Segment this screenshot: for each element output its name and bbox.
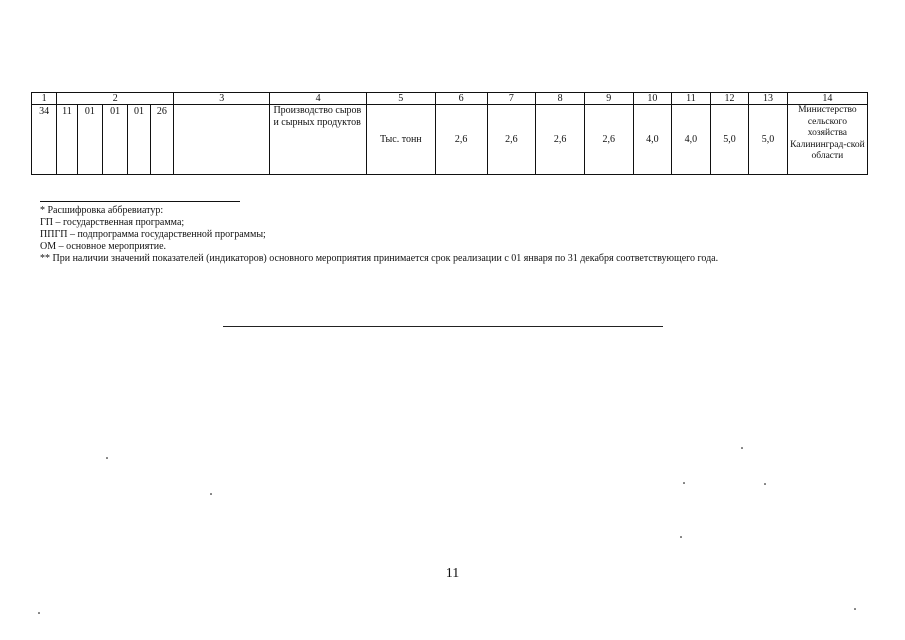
value-cell: 2,6 xyxy=(536,105,585,175)
scan-speck xyxy=(38,612,40,614)
header-cell: 3 xyxy=(174,93,270,105)
code-cell: 01 xyxy=(77,105,102,175)
header-cell: 2 xyxy=(57,93,174,105)
header-cell: 7 xyxy=(487,93,536,105)
unit-cell: Тыс. тонн xyxy=(366,105,435,175)
footnote-line: ГП – государственная программа; xyxy=(40,217,185,228)
footnote-line: ППГП – подпрограмма государственной программы; xyxy=(40,229,266,240)
value-cell: 4,0 xyxy=(672,105,711,175)
footnote-divider xyxy=(40,201,240,202)
header-cell: 9 xyxy=(584,93,633,105)
header-cell: 5 xyxy=(366,93,435,105)
value-cell: 2,6 xyxy=(584,105,633,175)
code-cell: 01 xyxy=(128,105,150,175)
header-cell: 8 xyxy=(536,93,585,105)
code-cell: 01 xyxy=(103,105,128,175)
code-cell: 26 xyxy=(150,105,173,175)
scan-speck xyxy=(210,493,212,495)
scan-speck xyxy=(764,483,766,485)
scan-speck xyxy=(106,457,108,459)
responsible-cell: Министерство сельского хозяйства Калининград-ской области xyxy=(787,105,867,175)
footnotes xyxy=(40,205,880,265)
header-cell: 12 xyxy=(710,93,749,105)
table-row xyxy=(32,105,868,175)
indicator-name-cell: Производство сыров и сырных продуктов xyxy=(270,105,366,175)
value-cell: 2,6 xyxy=(487,105,536,175)
scan-speck xyxy=(741,447,743,449)
code-cell: 34 xyxy=(32,105,57,175)
header-cell: 6 xyxy=(435,93,487,105)
header-cell: 11 xyxy=(672,93,711,105)
page-number: 11 xyxy=(445,566,460,581)
value-cell: 4,0 xyxy=(633,105,672,175)
footnote-line: ** При наличии значений показателей (индикаторов) основного мероприятия принимается срок реализации с 01 января по 31 декабря соответствующего года. xyxy=(40,253,719,264)
indicators-table xyxy=(31,92,868,175)
value-cell: 5,0 xyxy=(749,105,788,175)
header-cell: 14 xyxy=(787,93,867,105)
end-of-document-line xyxy=(223,326,663,327)
scan-speck xyxy=(680,536,682,538)
footnote-line: * Расшифровка аббревиатур: xyxy=(40,205,164,216)
value-cell: 5,0 xyxy=(710,105,749,175)
col3-cell xyxy=(174,105,270,175)
scan-speck xyxy=(683,482,685,484)
header-cell: 10 xyxy=(633,93,672,105)
code-cell: 11 xyxy=(57,105,77,175)
header-cell: 13 xyxy=(749,93,788,105)
table-header-row xyxy=(32,93,868,105)
footnote-line: ОМ – основное мероприятие. xyxy=(40,241,167,252)
value-cell: 2,6 xyxy=(435,105,487,175)
header-cell: 4 xyxy=(270,93,366,105)
header-cell: 1 xyxy=(32,93,57,105)
scan-speck xyxy=(854,608,856,610)
